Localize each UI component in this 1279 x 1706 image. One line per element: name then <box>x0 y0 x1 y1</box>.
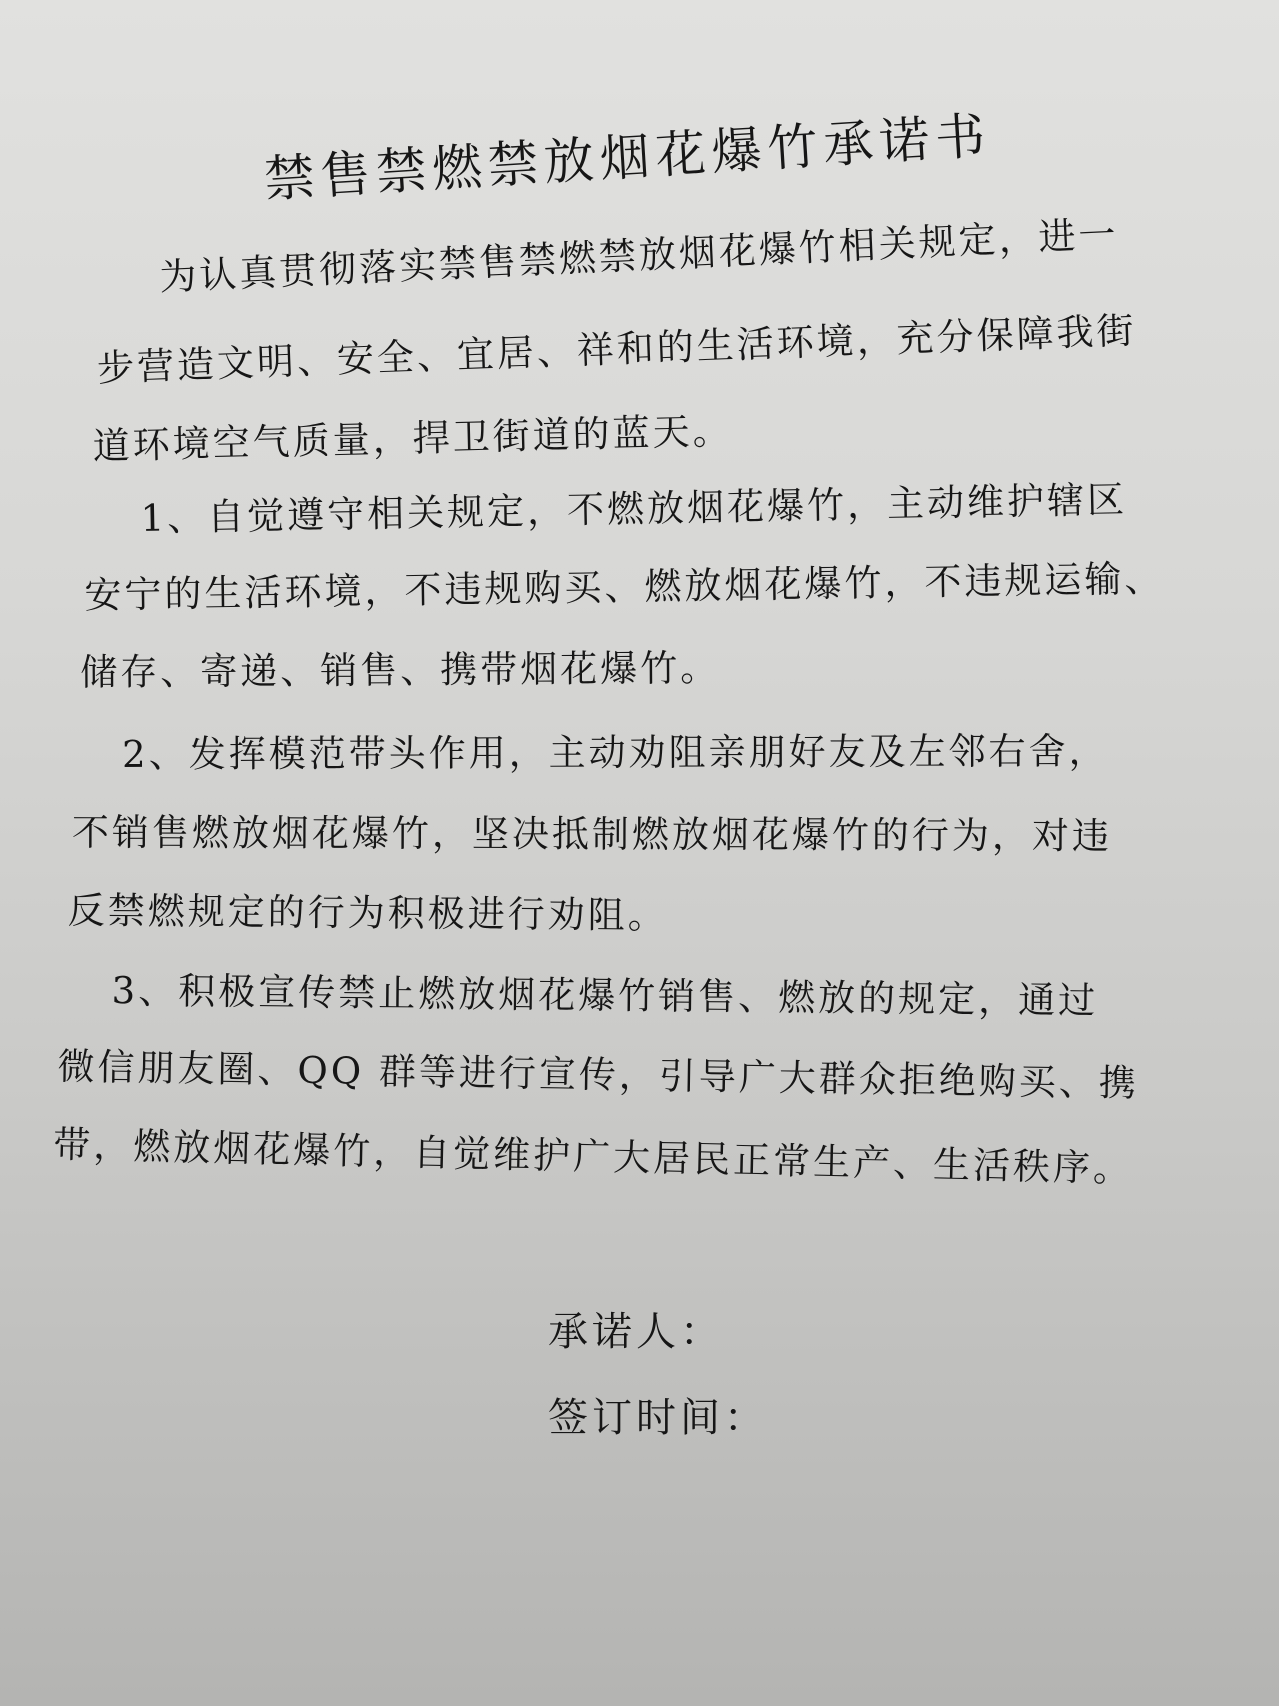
intro-line-1: 为认真贯彻落实禁售禁燃禁放烟花爆竹相关规定，进一 <box>158 212 1120 299</box>
page-title: 禁售禁燃禁放烟花爆竹承诺书 <box>262 106 993 209</box>
item-2-line-3: 反禁燃规定的行为积极进行劝阻。 <box>67 888 668 938</box>
signing-date-label: 签订时间： <box>548 1395 768 1441</box>
intro-line-2: 步营造文明、安全、宜居、祥和的生活环境，充分保障我街 <box>96 308 1138 390</box>
item-1-line-2: 安宁的生活环境，不违规购买、燃放烟花爆竹，不违规运输、 <box>84 557 1165 617</box>
item-1-line-3: 储存、寄递、销售、携带烟花爆竹。 <box>80 646 721 694</box>
item-3-line-3: 带，燃放烟花爆竹，自觉维护广大居民正常生产、生活秩序。 <box>52 1122 1134 1191</box>
item-2-line-1: 2、发挥模范带头作用，主动劝阻亲朋好友及左邻右舍， <box>122 729 1109 776</box>
item-1-line-1: 1、自觉遵守相关规定，不燃放烟花爆竹，主动维护辖区 <box>140 478 1128 540</box>
item-2-line-2: 不销售燃放烟花爆竹，坚决抵制燃放烟花爆竹的行为，对违 <box>71 810 1112 858</box>
item-3-line-1: 3、积极宣传禁止燃放烟花爆竹销售、燃放的规定，通过 <box>111 968 1099 1023</box>
item-3-line-2: 微信朋友圈、QQ 群等进行宣传，引导广大群众拒绝购买、携 <box>57 1044 1140 1105</box>
intro-line-3: 道环境空气质量，捍卫街道的蓝天。 <box>92 409 734 468</box>
promiser-label: 承诺人： <box>548 1309 724 1355</box>
